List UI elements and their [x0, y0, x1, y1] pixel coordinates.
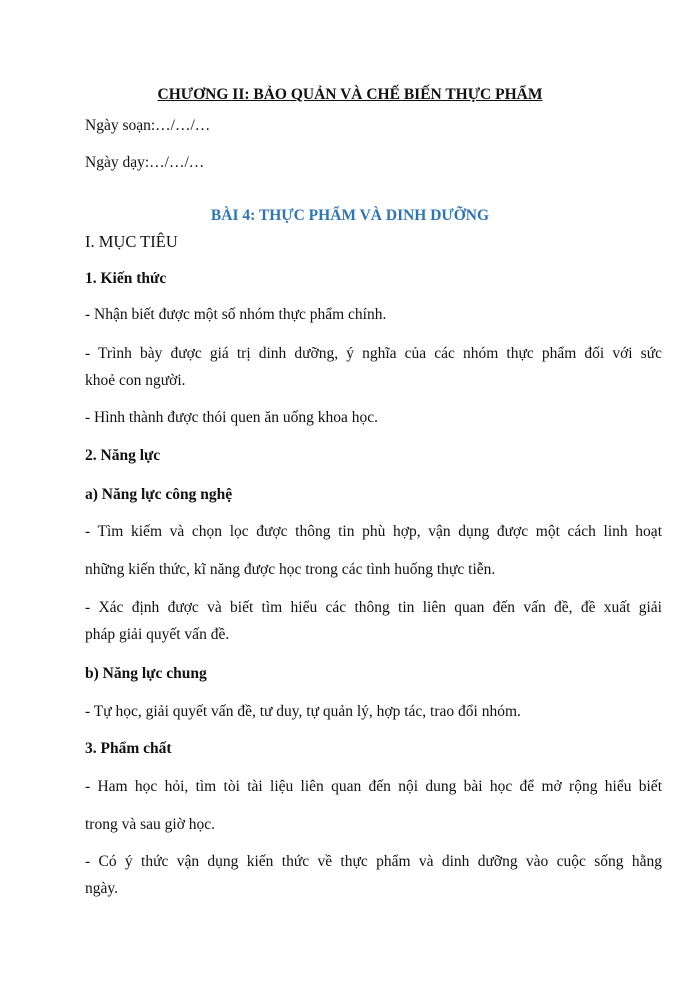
date-taught: Ngày dạy:…/…/…: [85, 154, 205, 171]
general-competence-heading: b) Năng lực chung: [85, 665, 207, 682]
tech-competence-heading: a) Năng lực công nghệ: [85, 486, 233, 503]
knowledge-item-3: - Hình thành được thói quen ăn uống khoa học.: [85, 409, 378, 426]
lesson-title: BÀI 4: THỰC PHẨM VÀ DINH DƯỠNG: [210, 207, 490, 224]
general-competence-item-1: - Tự học, giải quyết vấn đề, tư duy, tự quản lý, hợp tác, trao đổi nhóm.: [85, 703, 521, 720]
tech-competence-item-2-line-1: - Xác định được và biết tìm hiểu các thông tin liên quan đến vấn đề, đề xuất giải: [85, 599, 662, 616]
qualities-heading: 3. Phẩm chất: [85, 740, 172, 757]
qualities-item-1-line-1: - Ham học hỏi, tìm tòi tài liệu liên quan đến nội dung bài học để mở rộng hiểu biết: [85, 778, 662, 795]
knowledge-item-2-line-1: - Trình bày được giá trị dinh dưỡng, ý nghĩa của các nhóm thực phẩm đối với sức: [85, 345, 662, 362]
tech-competence-item-2-line-2: pháp giải quyết vấn đề.: [85, 626, 230, 643]
competence-heading: 2. Năng lực: [85, 447, 161, 464]
qualities-item-2-line-2: ngày.: [85, 880, 118, 897]
knowledge-item-1: - Nhận biết được một số nhóm thực phẩm chính.: [85, 306, 387, 323]
qualities-item-1-line-2: trong và sau giờ học.: [85, 816, 216, 833]
chapter-title: CHƯƠNG II: BẢO QUẢN VÀ CHẾ BIẾN THỰC PHẨM: [157, 86, 543, 103]
tech-competence-item-1-line-2: những kiến thức, kĩ năng được học trong các tình huống thực tiễn.: [85, 561, 496, 578]
date-prepared: Ngày soạn:…/…/…: [85, 117, 211, 134]
section-objectives-heading: I. MỤC TIÊU: [85, 232, 178, 251]
tech-competence-item-1-line-1: - Tìm kiếm và chọn lọc được thông tin phù hợp, vận dụng được một cách linh hoạt: [85, 523, 662, 540]
knowledge-item-2-line-2: khoẻ con người.: [85, 372, 186, 389]
knowledge-heading: 1. Kiến thức: [85, 270, 167, 287]
qualities-item-2-line-1: - Có ý thức vận dụng kiến thức về thực phẩm và dinh dưỡng vào cuộc sống hằng: [85, 853, 662, 870]
